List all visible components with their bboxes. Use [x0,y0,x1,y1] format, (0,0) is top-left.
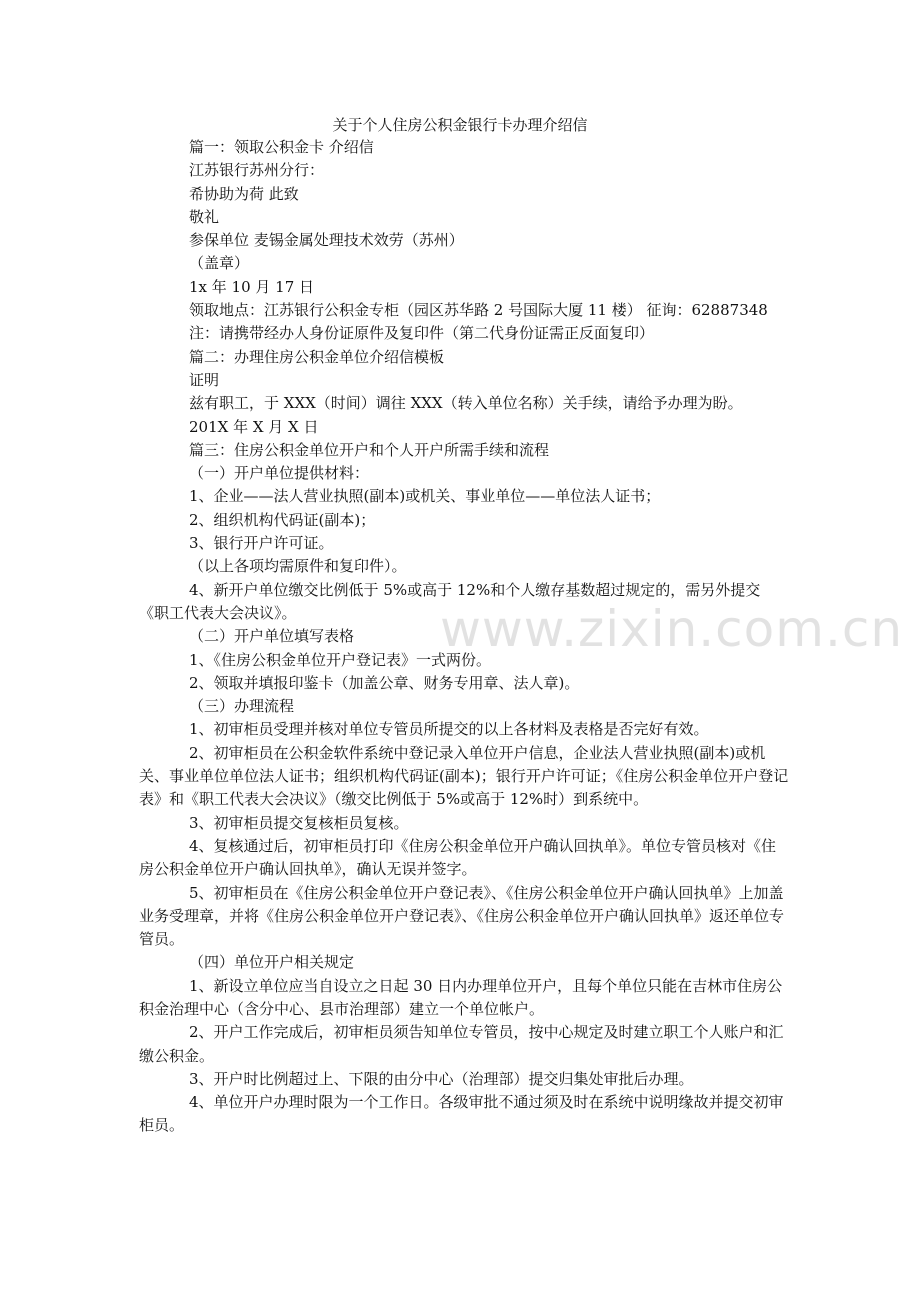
addressee: 江苏银行苏州分行： [189,161,325,180]
paragraph: 领取地点：江苏银行公积金专柜（园区苏华路 2 号国际大厦 11 楼） 征询：62887348 [189,301,768,320]
list-item: 2、开户工作完成后，初审柜员须告知单位专管员，按中心规定及时建立职工个人账户和汇缴公积金。 [139,1023,784,1065]
list-item: 1、新设立单位应当自设立之日起 30 日内办理单位开户，且每个单位只能在吉林市住房公积金治理中心（含分中心、县市治理部）建立一个单位帐户。 [139,976,783,1018]
list-item: 2、领取并填报印鉴卡（加盖公章、财务专用章、法人章)。 [189,673,580,692]
list-item: 5、初审柜员在《住房公积金单位开户登记表》、《住房公积金单位开户确认回执单》上加盖业务受理章，并将《住房公积金单位开户登记表》、《住房公积金单位开户确认回执单》返还单位专管员。 [139,883,785,949]
paragraph: （以上各项均需原件和复印件）。 [189,557,407,576]
list-item: 1、企业——法人营业执照(副本)或机关、事业单位——单位法人证书； [189,487,661,506]
list-item: 2、组织机构代码证(副本)； [189,510,376,529]
list-item: 3、开户时比例超过上、下限的由分中心（治理部）提交归集处审批后办理。 [189,1069,694,1088]
section-heading: 篇一：领取公积金卡 介绍信 [189,138,374,156]
section-heading: 篇二：办理住房公积金单位介绍信模板 [189,347,445,366]
date-line: 1x 年 10 月 17 日 [189,277,315,296]
list-item: 1、初审柜员受理并核对单位专管员所提交的以上各材料及表格是否完好有效。 [189,720,709,739]
watermark: www.zixin.com.cn [440,600,904,658]
document-title: 关于个人住房公积金银行卡办理介绍信 [332,116,588,134]
paragraph: 希协助为荷 此致 [189,184,299,203]
paragraph: 证明 [189,370,220,389]
date-line: 201X 年 X 月 X 日 [189,417,319,436]
document-body [139,136,789,1138]
list-item: 4、单位开户办理时限为一个工作日。各级审批不通过须及时在系统中说明缘故并提交初审柜员。 [139,1093,784,1135]
paragraph: 注：请携带经办人身份证原件及复印件（第二代身份证需正反面复印） [189,324,655,343]
paragraph: 参保单位 麦锡金属处理技术效劳（苏州） [189,231,464,250]
subheading: （二）开户单位填写表格 [189,627,355,646]
paragraph: （盖章） [189,254,250,273]
list-item: 2、初审柜员在公积金软件系统中登记录入单位开户信息，企业法人营业执照(副本)或机关、事业单位单位法人证书；组织机构代码证(副本)；银行开户许可证；《住房公积金单位开户登记表》和《职工代表大会决议》（缴交比例低于 5%或高于 12%时）到系统中。 [139,743,789,809]
subheading: （一）开户单位提供材料： [189,464,370,483]
list-item: 1、《住房公积金单位开户登记表》一式两份。 [189,650,492,669]
list-item: 3、初审柜员提交复核柜员复核。 [189,813,409,832]
subheading: （三）办理流程 [189,697,295,716]
section-heading: 篇三：住房公积金单位开户和个人开户所需手续和流程 [189,440,550,459]
list-item: 4、新开户单位缴交比例低于 5%或高于 12%和个人缴存基数超过规定的，需另外提交《职工代表大会决议》。 [139,580,761,622]
paragraph: 兹有职工，于 XXX（时间）调往 XXX（转入单位名称）关手续，请给予办理为盼。 [189,394,743,413]
subheading: （四）单位开户相关规定 [189,953,355,972]
list-item: 4、复核通过后，初审柜员打印《住房公积金单位开户确认回执单》。单位专管员核对《住房公积金单位开户确认回执单》，确认无误并签字。 [139,836,777,879]
paragraph: 敬礼 [189,207,220,226]
list-item: 3、银行开户许可证。 [189,534,334,553]
